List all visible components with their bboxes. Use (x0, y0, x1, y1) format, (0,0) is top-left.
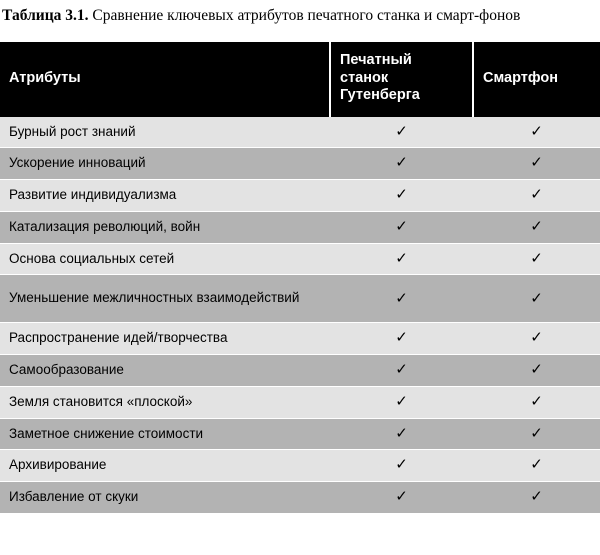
check-icon: ✓ (330, 323, 473, 355)
check-icon: ✓ (473, 482, 600, 514)
check-icon: ✓ (473, 117, 600, 148)
row-attribute-label: Ускорение инноваций (0, 148, 330, 180)
table-row (0, 148, 600, 180)
table-header (0, 42, 600, 116)
row-attribute-label: Заметное снижение стоимости (0, 418, 330, 450)
row-attribute-label: Самообразование (0, 355, 330, 387)
table-caption (0, 0, 596, 26)
check-icon: ✓ (473, 323, 600, 355)
row-attribute-label: Архивирование (0, 450, 330, 482)
check-icon: ✓ (330, 450, 473, 482)
row-attribute-label: Уменьшение межличностных взаимодействий (0, 275, 330, 323)
check-icon: ✓ (330, 275, 473, 323)
table-row (0, 275, 600, 323)
table-row (0, 211, 600, 243)
table-caption-label: Таблица 3.1. (2, 7, 89, 24)
check-icon: ✓ (473, 450, 600, 482)
check-icon: ✓ (330, 148, 473, 180)
check-icon: ✓ (330, 117, 473, 148)
check-icon: ✓ (473, 180, 600, 212)
column-header-smartphone: Смартфон (473, 42, 600, 116)
table-row (0, 243, 600, 275)
table-row (0, 482, 600, 514)
check-icon: ✓ (473, 386, 600, 418)
check-icon: ✓ (330, 355, 473, 387)
table-row (0, 450, 600, 482)
check-icon: ✓ (330, 180, 473, 212)
row-attribute-label: Бурный рост знаний (0, 117, 330, 148)
row-attribute-label: Избавление от скуки (0, 482, 330, 514)
check-icon: ✓ (330, 418, 473, 450)
column-header-attributes: Атрибуты (0, 42, 330, 116)
check-icon: ✓ (330, 243, 473, 275)
check-icon: ✓ (330, 386, 473, 418)
column-header-printing-press: Печатный станок Гутенберга (330, 42, 473, 116)
check-icon: ✓ (473, 418, 600, 450)
check-icon: ✓ (473, 275, 600, 323)
row-attribute-label: Распространение идей/творчества (0, 323, 330, 355)
table-row (0, 386, 600, 418)
check-icon: ✓ (473, 355, 600, 387)
table-row (0, 180, 600, 212)
check-icon: ✓ (330, 482, 473, 514)
check-icon: ✓ (330, 211, 473, 243)
table-header-row (0, 42, 600, 116)
table-body (0, 117, 600, 514)
table-caption-text: Сравнение ключевых атрибутов печатного станка и смарт-фонов (88, 7, 521, 24)
table-row (0, 117, 600, 148)
table-row (0, 418, 600, 450)
row-attribute-label: Земля становится «плоской» (0, 386, 330, 418)
row-attribute-label: Основа социальных сетей (0, 243, 330, 275)
table-row (0, 323, 600, 355)
row-attribute-label: Катализация революций, войн (0, 211, 330, 243)
check-icon: ✓ (473, 148, 600, 180)
table-row (0, 355, 600, 387)
check-icon: ✓ (473, 211, 600, 243)
check-icon: ✓ (473, 243, 600, 275)
row-attribute-label: Развитие индивидуализма (0, 180, 330, 212)
comparison-table (0, 42, 600, 513)
